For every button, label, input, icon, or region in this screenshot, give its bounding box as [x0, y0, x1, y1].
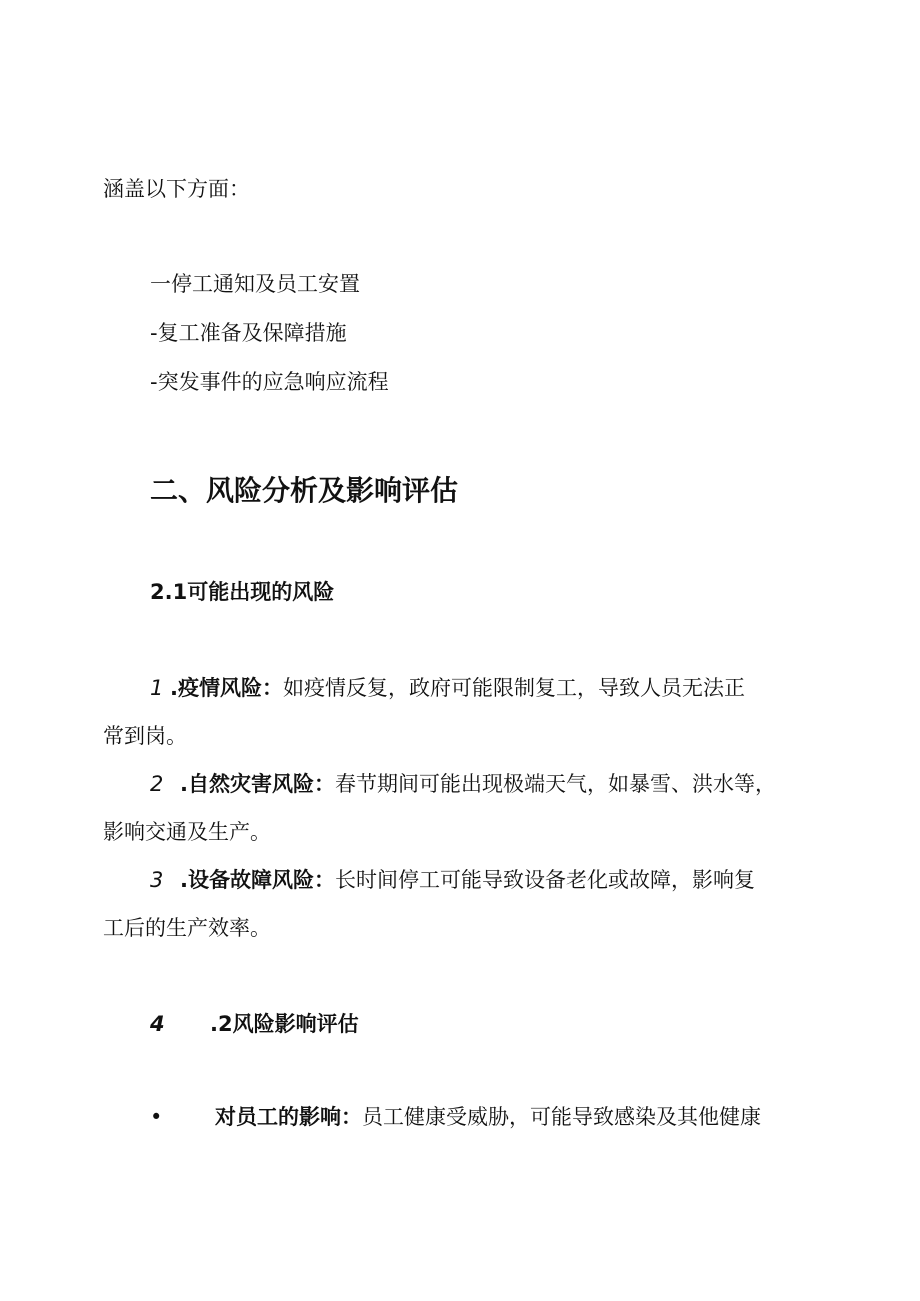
section-2-heading: 二、风险分析及影响评估: [150, 474, 459, 507]
subsection-2-1-heading: 2.1可能出现的风险: [150, 580, 335, 604]
risk-item-1-continued: 常到岗。: [103, 724, 187, 748]
impact-item-employees: [215, 1105, 761, 1129]
subsection-title: .2风险影响评估: [210, 1012, 359, 1036]
impact-title: 对员工的影响：: [215, 1105, 362, 1129]
aspect-item-3: -突发事件的应急响应流程: [150, 370, 389, 394]
bullet-icon: •: [150, 1105, 163, 1129]
risk-item-3-continued: 工后的生产效率。: [103, 916, 271, 940]
risk-number: 3: [150, 868, 164, 892]
risk-text: 春节期间可能出现极端天气，如暴雪、洪水等，: [334, 772, 776, 796]
risk-item-2-continued: 影响交通及生产。: [103, 820, 271, 844]
subsection-number: 4: [150, 1012, 165, 1036]
risk-title: .自然灾害风险：: [180, 772, 335, 796]
risk-title: .疫情风险：: [170, 676, 283, 700]
risk-text: 长时间停工可能导致设备老化或故障，影响复: [334, 868, 755, 892]
risk-item-1: [150, 676, 745, 700]
risk-title: .设备故障风险：: [180, 868, 335, 892]
subsection-2-2-heading: [150, 1012, 359, 1036]
risk-item-2: [150, 772, 776, 796]
impact-text: 员工健康受威胁，可能导致感染及其他健康: [362, 1105, 761, 1129]
risk-text: 如疫情反复，政府可能限制复工，导致人员无法正: [282, 676, 745, 700]
risk-number: 2: [150, 772, 164, 796]
risk-item-3: [150, 868, 755, 892]
aspect-item-1: 一停工通知及员工安置: [150, 272, 360, 296]
aspect-item-2: -复工准备及保障措施: [150, 321, 347, 345]
intro-text: 涵盖以下方面：: [103, 177, 250, 201]
risk-number: 1: [150, 676, 164, 700]
